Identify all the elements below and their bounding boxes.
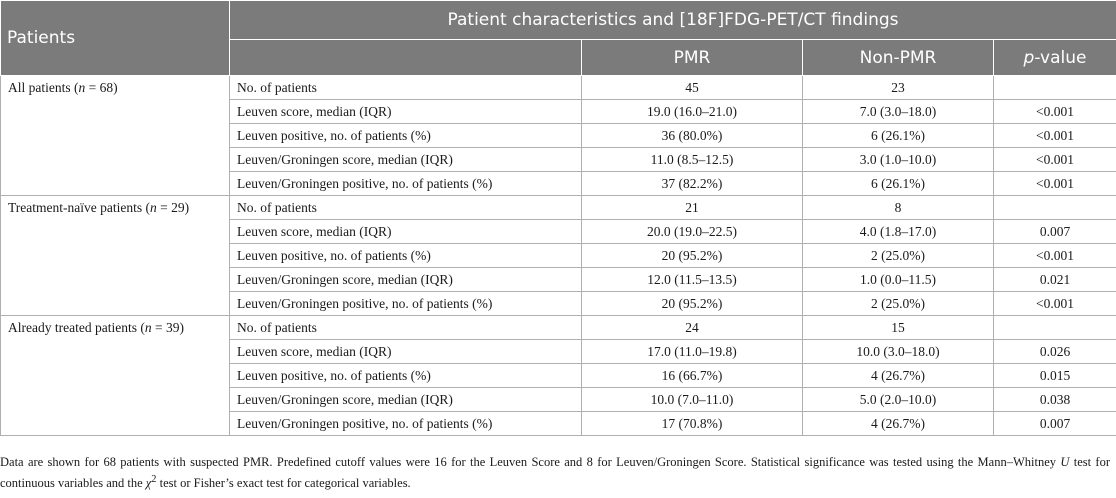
pmr-value: 21 bbox=[582, 196, 803, 220]
pmr-value: 20 (95.2%) bbox=[582, 292, 803, 316]
footnote-chi-sup: 2 bbox=[151, 474, 157, 485]
footnote-part2: test for continuous variables and the bbox=[0, 455, 1110, 491]
group-label-n: n bbox=[149, 200, 157, 215]
group-label-pre: Treatment-naïve patients ( bbox=[8, 200, 150, 215]
group-label-post: = 29) bbox=[156, 200, 190, 215]
pmr-value: 17.0 (11.0–19.8) bbox=[582, 340, 803, 364]
row-label: Leuven positive, no. of patients (%) bbox=[230, 244, 582, 268]
pmr-value: 12.0 (11.5–13.5) bbox=[582, 268, 803, 292]
pmr-value: 24 bbox=[582, 316, 803, 340]
table-body bbox=[1, 76, 1116, 436]
p-italic: p bbox=[1023, 47, 1035, 68]
nonpmr-value: 23 bbox=[803, 76, 994, 100]
pmr-value: 11.0 (8.5–12.5) bbox=[582, 148, 803, 172]
p-value bbox=[994, 316, 1116, 340]
nonpmr-value: 2 (25.0%) bbox=[803, 292, 994, 316]
pmr-value: 45 bbox=[582, 76, 803, 100]
row-label: No. of patients bbox=[230, 196, 582, 220]
header-blank bbox=[230, 40, 582, 76]
row-label: No. of patients bbox=[230, 76, 582, 100]
p-value bbox=[994, 76, 1116, 100]
row-label: Leuven positive, no. of patients (%) bbox=[230, 124, 582, 148]
row-label: Leuven/Groningen positive, no. of patients (%) bbox=[230, 412, 582, 436]
p-value: 0.015 bbox=[994, 364, 1116, 388]
pmr-value: 20 (95.2%) bbox=[582, 244, 803, 268]
pmr-value: 16 (66.7%) bbox=[582, 364, 803, 388]
pmr-value: 20.0 (19.0–22.5) bbox=[582, 220, 803, 244]
nonpmr-value: 4.0 (1.8–17.0) bbox=[803, 220, 994, 244]
row-label: Leuven/Groningen score, median (IQR) bbox=[230, 388, 582, 412]
nonpmr-value: 15 bbox=[803, 316, 994, 340]
nonpmr-value: 8 bbox=[803, 196, 994, 220]
p-value: <0.001 bbox=[994, 172, 1116, 196]
header-nonpmr: Non-PMR bbox=[803, 40, 994, 76]
p-value: <0.001 bbox=[994, 100, 1116, 124]
p-value bbox=[994, 196, 1116, 220]
p-value: 0.007 bbox=[994, 412, 1116, 436]
table-header bbox=[1, 1, 1116, 76]
p-value: 0.038 bbox=[994, 388, 1116, 412]
nonpmr-value: 6 (26.1%) bbox=[803, 172, 994, 196]
table-row bbox=[1, 196, 1116, 220]
group-label-post: = 68) bbox=[85, 80, 118, 95]
pmr-value: 10.0 (7.0–11.0) bbox=[582, 388, 803, 412]
p-value: 0.007 bbox=[994, 220, 1116, 244]
group-label-pre: Already treated patients ( bbox=[8, 320, 145, 335]
group-label-pre: All patients ( bbox=[8, 80, 79, 95]
row-label: Leuven/Groningen score, median (IQR) bbox=[230, 268, 582, 292]
row-label: Leuven positive, no. of patients (%) bbox=[230, 364, 582, 388]
nonpmr-value: 10.0 (3.0–18.0) bbox=[803, 340, 994, 364]
nonpmr-value: 4 (26.7%) bbox=[803, 412, 994, 436]
p-value: <0.001 bbox=[994, 124, 1116, 148]
row-label: Leuven score, median (IQR) bbox=[230, 220, 582, 244]
header-patients: Patients bbox=[1, 1, 230, 76]
group-label bbox=[1, 196, 230, 316]
row-label: No. of patients bbox=[230, 316, 582, 340]
group-label-n: n bbox=[144, 320, 152, 335]
nonpmr-value: 3.0 (1.0–10.0) bbox=[803, 148, 994, 172]
header-pmr: PMR bbox=[582, 40, 803, 76]
pmr-value: 19.0 (16.0–21.0) bbox=[582, 100, 803, 124]
footnote-chi: χ bbox=[145, 476, 152, 491]
row-label: Leuven/Groningen positive, no. of patients (%) bbox=[230, 172, 582, 196]
p-value: <0.001 bbox=[994, 292, 1116, 316]
table-footnote bbox=[0, 453, 1110, 492]
nonpmr-value: 4 (26.7%) bbox=[803, 364, 994, 388]
row-label: Leuven/Groningen score, median (IQR) bbox=[230, 148, 582, 172]
footnote-part1: Data are shown for 68 patients with suspected PMR. Predefined cutoff values were 16 for the Leuven Score and 8 for Leuven/Groningen Score. Statistical significance was tested using the Mann–Whitney bbox=[0, 455, 1061, 469]
row-label: Leuven score, median (IQR) bbox=[230, 340, 582, 364]
row-label: Leuven score, median (IQR) bbox=[230, 100, 582, 124]
nonpmr-value: 6 (26.1%) bbox=[803, 124, 994, 148]
pmr-value: 37 (82.2%) bbox=[582, 172, 803, 196]
group-label bbox=[1, 76, 230, 196]
table-row bbox=[1, 76, 1116, 100]
pmr-value: 36 (80.0%) bbox=[582, 124, 803, 148]
footnote-part3: test or Fisher’s exact test for categorical variables. bbox=[156, 476, 411, 491]
p-value: <0.001 bbox=[994, 148, 1116, 172]
nonpmr-value: 2 (25.0%) bbox=[803, 244, 994, 268]
row-label: Leuven/Groningen positive, no. of patients (%) bbox=[230, 292, 582, 316]
group-label-post: = 39) bbox=[151, 320, 184, 335]
footnote-u: U bbox=[1060, 455, 1070, 469]
header-group-title: Patient characteristics and [18F]FDG-PET/CT findings bbox=[230, 1, 1116, 40]
group-label bbox=[1, 316, 230, 436]
group-label-n: n bbox=[78, 80, 86, 95]
p-value: 0.026 bbox=[994, 340, 1116, 364]
p-suffix: -value bbox=[1034, 47, 1087, 68]
nonpmr-value: 5.0 (2.0–10.0) bbox=[803, 388, 994, 412]
nonpmr-value: 7.0 (3.0–18.0) bbox=[803, 100, 994, 124]
table-row bbox=[1, 316, 1116, 340]
nonpmr-value: 1.0 (0.0–11.5) bbox=[803, 268, 994, 292]
p-value: <0.001 bbox=[994, 244, 1116, 268]
header-pvalue bbox=[994, 40, 1116, 76]
p-value: 0.021 bbox=[994, 268, 1116, 292]
pmr-value: 17 (70.8%) bbox=[582, 412, 803, 436]
